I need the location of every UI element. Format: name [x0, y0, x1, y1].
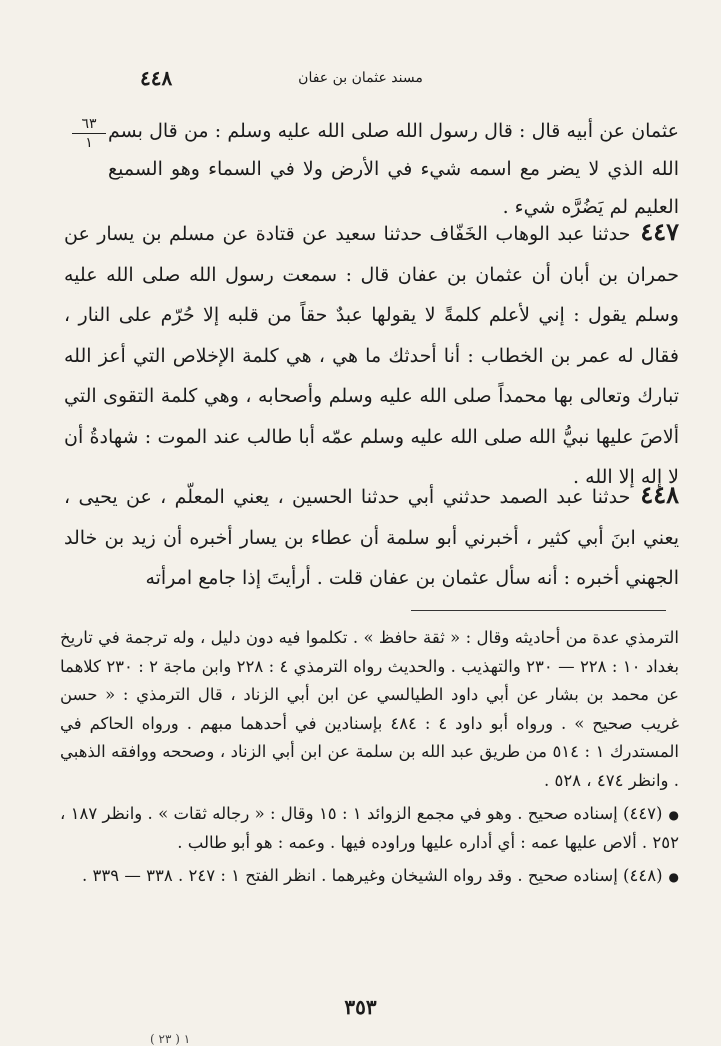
margin-note-top: ٦٣ — [81, 116, 97, 132]
footnote-separator — [411, 610, 666, 611]
footnotes — [60, 624, 679, 895]
hadith-text: حدثنا عبد الوهاب الخَفّاف حدثنا سعيد عن قتادة عن مسلم بن يسار عن حمران بن أبان أن عثمان بن عفان قال : سمعت رسول الله صلى الله عليه وسلم يقول : إني لأعلم كلمةً لا يقولها عبدٌ حقاً من قلبه إلا حُرّم على النار ، فقال له عمر بن الخطاب : أنا أحدثك ما هي ، هي كلمة الإخلاص التي أعز الله تبارك وتعالى بها محمداً صلى الله عليه وسلم وأصحابه ، وهي كلمة التقوى التي ألاصَ عليها نبيُّ الله صلى الله عليه وسلم عمّه أبا طالب عند الموت : شهادةُ أن لا إله إلا الله . — [64, 223, 679, 488]
margin-note-bottom: ١ — [85, 135, 93, 151]
hadith-447 — [64, 212, 679, 498]
margin-note-divider — [72, 133, 106, 134]
running-title: مسند عثمان بن عفان — [298, 70, 423, 86]
hadith-448 — [64, 475, 679, 599]
cut-off-footer-text: ( ٢٣ ) ١ — [150, 1032, 191, 1046]
page-number-bottom: ٣٥٣ — [344, 995, 377, 1019]
footnote-text: (٤٤٨) إسناده صحيح . وقد رواه الشيخان وغيرهما . انظر الفتح ١ : ٢٤٧ . ٣٣٨ — ٣٣٩ . — [82, 865, 663, 885]
bullet-icon: ● — [668, 807, 679, 822]
footnote-text: الترمذي عدة من أحاديثه وقال : « ثقة حافظ » . تكلموا فيه دون دليل ، وله ترجمة في تاريخ بغداد ١٠ : ٢٢٨ — ٢٣٠ والتهذيب . والحديث رواه الترمذي ٤ : ٢٢٨ وابن ماجة ٢ : ٢٣٠ كلاهما عن محمد بن بشار عن أبي داود الطيالسي عن ابن أبي الزناد ، قال الترمذي : « حسن غريب صحيح » . ورواه أبو داود ٤ : ٤٨٤ بإسنادين في أحدهما مبهم . ورواه الحاكم في المستدرك ١ : ٥١٤ من طريق عبد الله بن سلمة عن ابن أبي الزناد ، وصححه ووافقه الذهبي . وانظر ٤٧٤ ، ٥٢٨ . — [60, 628, 680, 790]
page-header — [100, 66, 621, 96]
continuation-paragraph: عثمان عن أبيه قال : قال رسول الله صلى الله عليه وسلم : من قال بسم الله الذي لا يضر مع اسمه شيء في الأرض ولا في السماء وهو السميع العليم لم يَضُرَّه شيء . — [108, 120, 679, 218]
page-number-top: ٤٤٨ — [140, 66, 173, 90]
margin-note — [72, 116, 106, 151]
hadith-text: حدثنا عبد الصمد حدثني أبي حدثنا الحسين ، يعني المعلّم ، عن يحيى ، يعني ابنَ أبي كثير ، أخبرني أبو سلمة أن عطاء بن يسار أخبره أن زيد بن خالد الجهني أخبره : أنه سأل عثمان بن عفان قلت . أرأيتَ إذا جامع امرأته — [64, 486, 679, 589]
footnote-447 — [60, 800, 679, 858]
footnote-448 — [60, 862, 679, 892]
hadith-number: ٤٤٨ — [640, 480, 679, 509]
footnote-continuation — [60, 624, 679, 796]
hadith-number: ٤٤٧ — [640, 217, 679, 246]
bullet-icon: ● — [668, 869, 679, 884]
footnote-text: (٤٤٧) إسناده صحيح . وهو في مجمع الزوائد ١ : ١٥ وقال : « رجاله ثقات » . وانظر ١٨٧ ، ٢٥٢ . ألاص عليها عمه : أي أداره عليها وراوده فيها . وعمه : هو أبو طالب . — [60, 803, 679, 853]
